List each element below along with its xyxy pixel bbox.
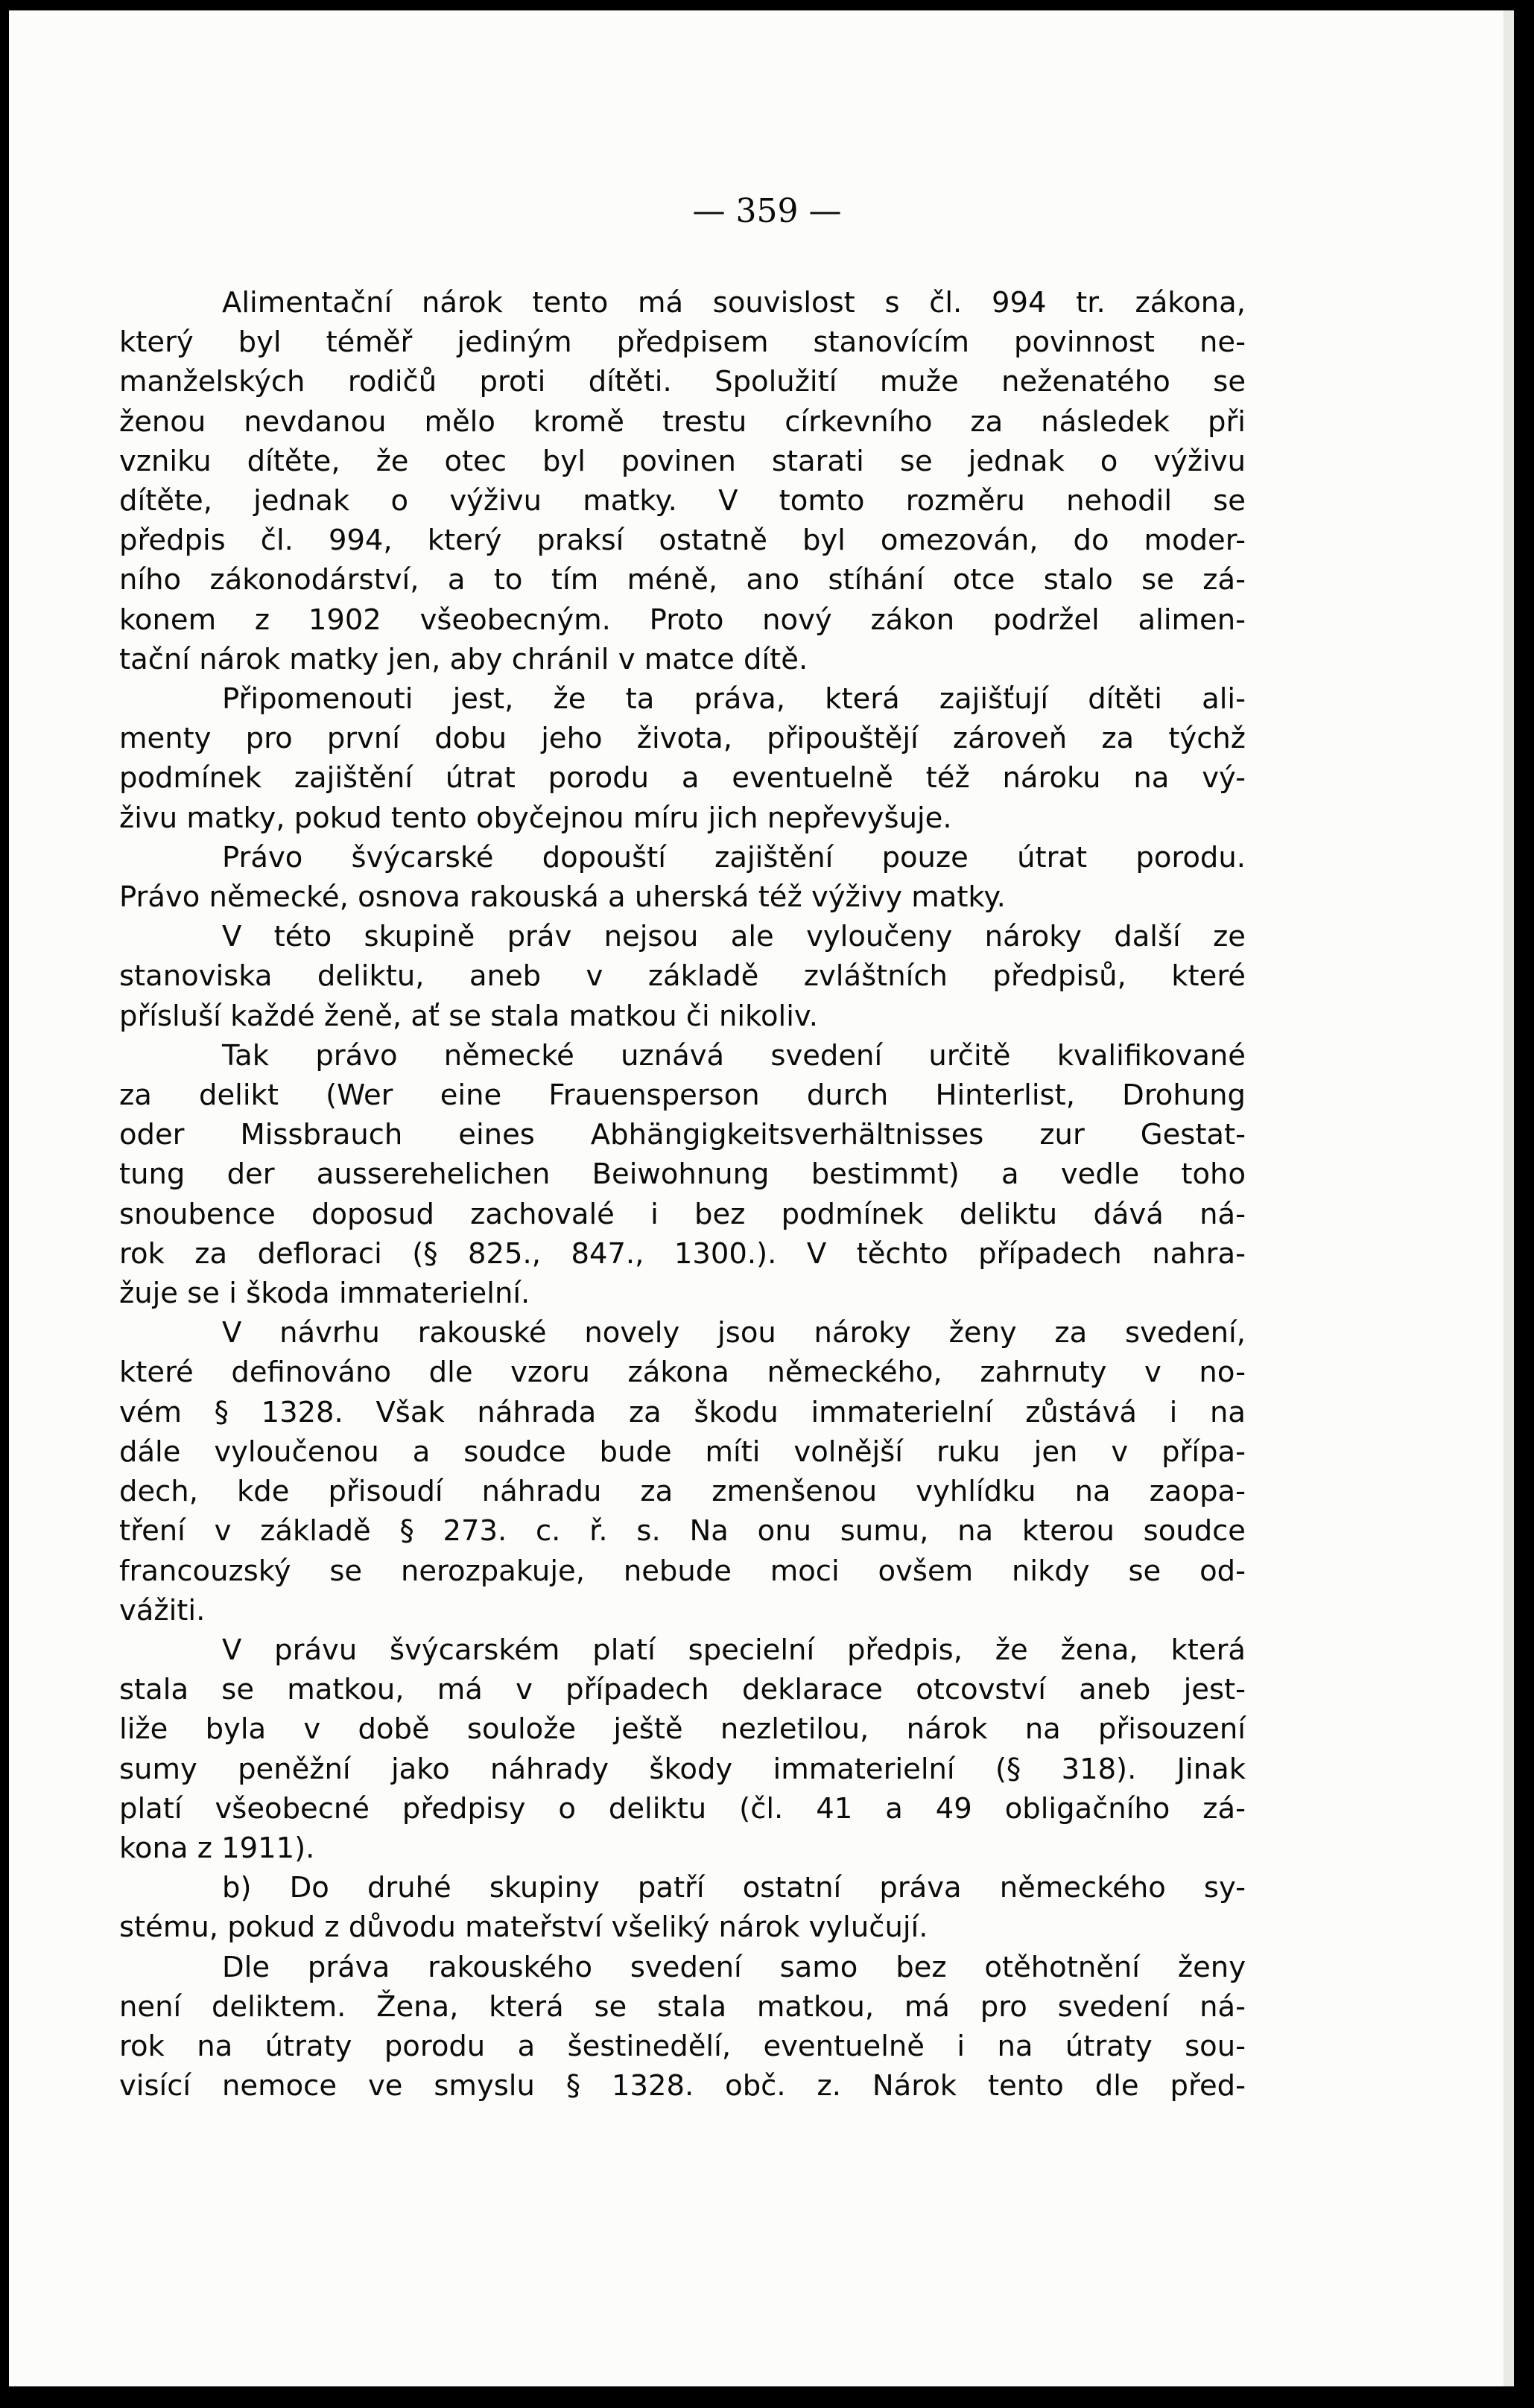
- text-line: které definováno dle vzoru zákona německého, zahrnuty v no-: [119, 1356, 1246, 1390]
- text-line: rok za defloraci (§ 825., 847., 1300.). V těchto případech nahra-: [119, 1236, 1246, 1271]
- text-line: b) Do druhé skupiny patří ostatní práva německého sy-: [222, 1871, 1246, 1905]
- text-line: menty pro první dobu jeho života, připouštějí zároveň za týchž: [119, 722, 1246, 756]
- page-number: — 359 —: [692, 192, 842, 230]
- page-edge: [1503, 10, 1514, 2386]
- text-line: tační nárok matky jen, aby chránil v matce dítě.: [119, 642, 808, 676]
- text-line: Připomenouti jest, že ta práva, která zajišťují dítěti ali-: [222, 682, 1246, 717]
- text-line: visící nemoce ve smyslu § 1328. obč. z. Nárok tento dle před-: [119, 2069, 1246, 2103]
- text-line: Právo švýcarské dopouští zajištění pouze útrat porodu.: [222, 840, 1246, 874]
- text-line: není deliktem. Žena, která se stala matkou, má pro svedení ná-: [119, 1989, 1246, 2024]
- text-line: vážiti.: [119, 1593, 206, 1627]
- text-line: konem z 1902 všeobecným. Proto nový zákon podržel alimen-: [119, 603, 1246, 637]
- text-line: tření v základě § 273. c. ř. s. Na onu sumu, na kterou soudce: [119, 1514, 1246, 1548]
- text-line: kona z 1911).: [119, 1831, 315, 1865]
- text-line: podmínek zajištění útrat porodu a eventuelně též nároku na vý-: [119, 761, 1246, 795]
- text-line: platí všeobecné předpisy o deliktu (čl. 41 a 49 obligačního zá-: [119, 1791, 1246, 1826]
- text-line: stému, pokud z důvodu mateřství všeliký nárok vylučují.: [119, 1910, 928, 1945]
- text-line: manželských rodičů proti dítěti. Spolužití muže neženatého se: [119, 365, 1246, 399]
- text-line: předpis čl. 994, který praksí ostatně byl omezován, do moder-: [119, 524, 1246, 558]
- text-line: žuje se i škoda immaterielní.: [119, 1277, 530, 1311]
- text-line: rok na útraty porodu a šestinedělí, eventuelně i na útraty sou-: [119, 2029, 1246, 2063]
- text-line: tung der ausserehelichen Beiwohnung bestimmt) a vedle toho: [119, 1157, 1246, 1192]
- text-line: přísluší každé ženě, ať se stala matkou či nikoliv.: [119, 999, 818, 1033]
- text-line: dále vyloučenou a soudce bude míti volnější ruku jen v přípa-: [119, 1435, 1246, 1469]
- text-line: který byl téměř jediným předpisem stanovícím povinnost ne-: [119, 325, 1246, 360]
- text-line: Dle práva rakouského svedení samo bez otěhotnění ženy: [222, 1950, 1246, 1984]
- text-line: dítěte, jednak o výživu matky. V tomto rozměru nehodil se: [119, 484, 1246, 518]
- text-line: vém § 1328. Však náhrada za škodu immaterielní zůstává i na: [119, 1395, 1246, 1429]
- body-text: [119, 283, 1246, 2106]
- text-line: živu matky, pokud tento obyčejnou míru jich nepřevyšuje.: [119, 801, 952, 835]
- text-line: ženou nevdanou mělo kromě trestu církevního za následek při: [119, 404, 1246, 439]
- text-line: dech, kde přisoudí náhradu za zmenšenou vyhlídku na zaopa-: [119, 1475, 1246, 1509]
- text-line: oder Missbrauch eines Abhängigkeitsverhältnisses zur Gestat-: [119, 1118, 1246, 1152]
- text-line: stanoviska deliktu, aneb v základě zvláštních předpisů, které: [119, 959, 1246, 994]
- text-line: Právo německé, osnova rakouská a uherská též výživy matky.: [119, 880, 1006, 915]
- text-line: V návrhu rakouské novely jsou nároky ženy za svedení,: [222, 1316, 1246, 1350]
- text-line: Alimentační nárok tento má souvislost s čl. 994 tr. zákona,: [222, 286, 1246, 320]
- text-line: za delikt (Wer eine Frauensperson durch Hinterlist, Drohung: [119, 1078, 1246, 1113]
- text-line: V této skupině práv nejsou ale vyloučeny nároky další ze: [222, 920, 1246, 954]
- text-line: francouzský se nerozpakuje, nebude moci ovšem nikdy se od-: [119, 1554, 1246, 1588]
- text-line: snoubence doposud zachovalé i bez podmínek deliktu dává ná-: [119, 1197, 1246, 1231]
- text-line: liže byla v době soulože ještě nezletilou, nárok na přisouzení: [119, 1712, 1246, 1747]
- text-line: vzniku dítěte, že otec byl povinen starati se jednak o výživu: [119, 444, 1246, 478]
- text-line: ního zákonodárství, a to tím méně, ano stíhání otce stalo se zá-: [119, 563, 1246, 597]
- text-line: Tak právo německé uznává svedení určitě kvalifikované: [222, 1038, 1246, 1073]
- text-line: V právu švýcarském platí specielní předpis, že žena, která: [222, 1633, 1246, 1667]
- text-line: sumy peněžní jako náhrady škody immaterielní (§ 318). Jinak: [119, 1752, 1246, 1786]
- text-line: stala se matkou, má v případech deklarace otcovství aneb jest-: [119, 1673, 1246, 1707]
